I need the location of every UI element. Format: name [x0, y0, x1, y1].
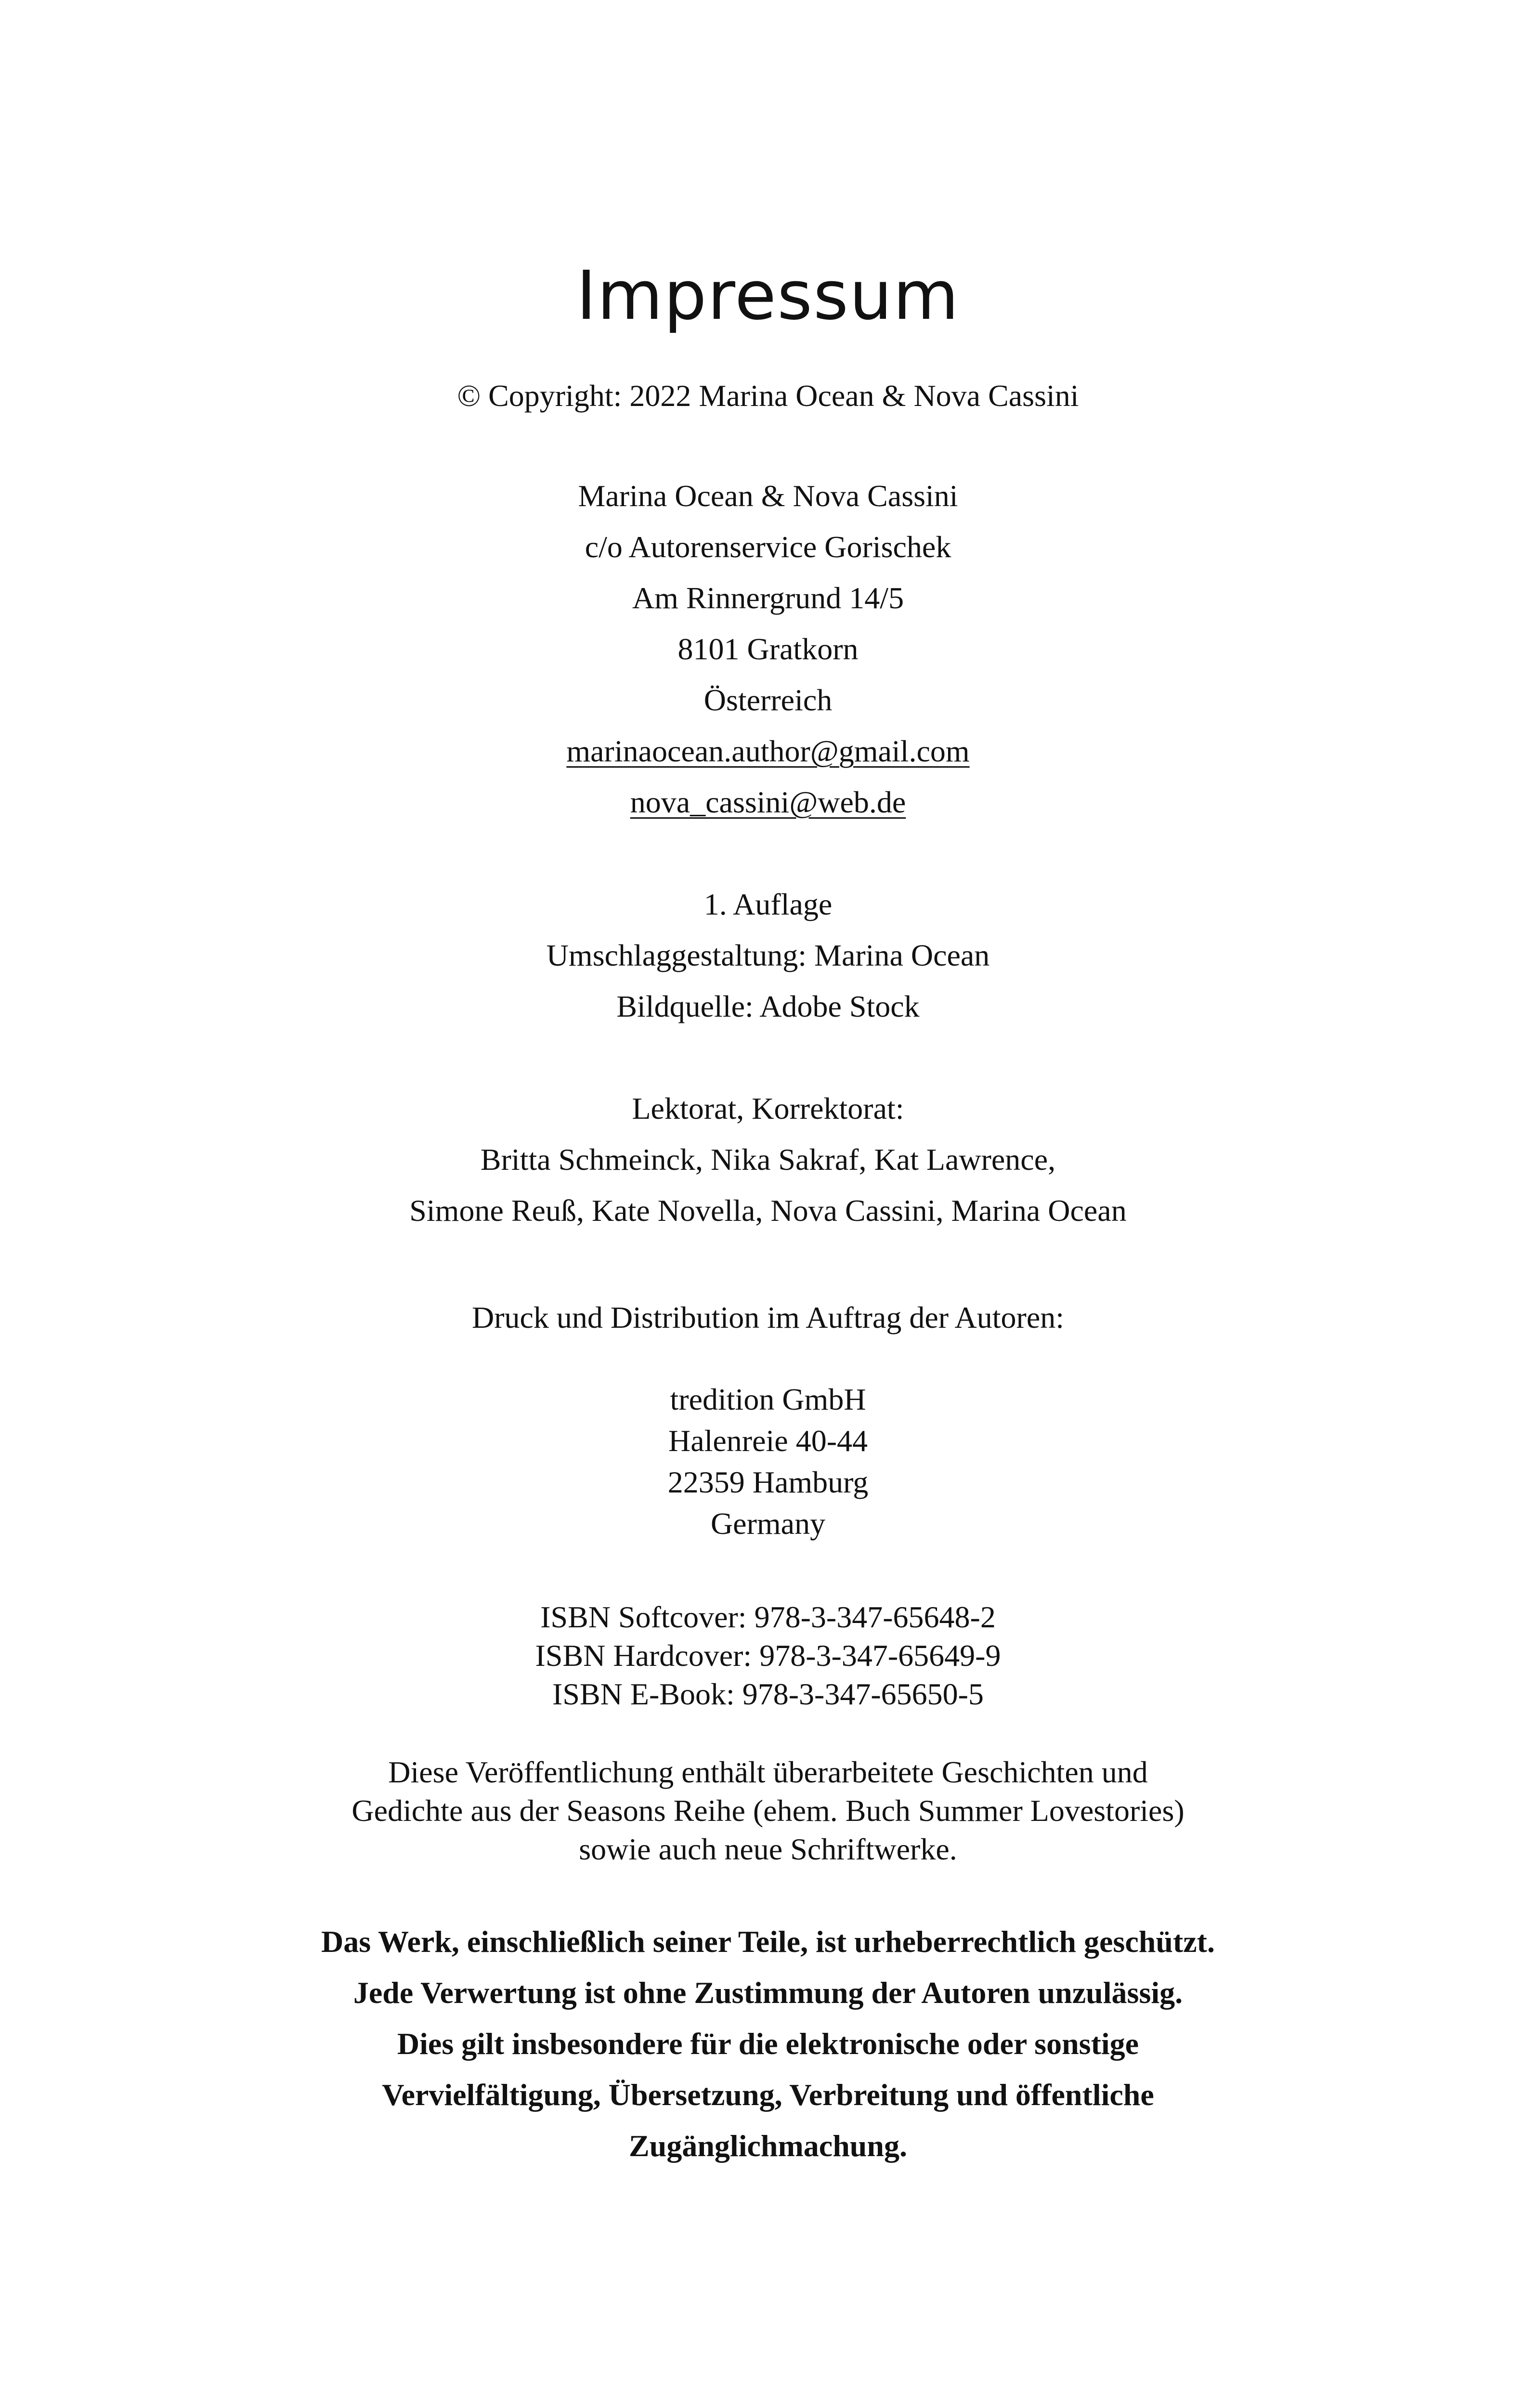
copyright-line: © Copyright: 2022 Marina Ocean & Nova Cassini: [457, 379, 1079, 413]
publication-note-line-1: Diese Veröffentlichung enthält überarbeitete Geschichten und: [388, 1755, 1148, 1789]
distribution-country: Germany: [710, 1506, 826, 1541]
edition-auflage: 1. Auflage: [703, 887, 833, 921]
address-street: Am Rinnergrund 14/5: [632, 581, 904, 615]
publication-note-line-2: Gedichte aus der Seasons Reihe (ehem. Buch Summer Lovestories): [351, 1793, 1185, 1828]
email-text-marina[interactable]: marinaocean.author@gmail.com: [566, 734, 970, 768]
distribution-company: tredition GmbH: [670, 1382, 866, 1416]
email-text-nova[interactable]: nova_cassini@web.de: [630, 785, 906, 819]
edition-image-source: Bildquelle: Adobe Stock: [616, 989, 920, 1023]
legal-notice-line-5: Zugänglichmachung.: [629, 2129, 907, 2163]
address-name: Marina Ocean & Nova Cassini: [578, 479, 958, 513]
email-link-nova[interactable]: [0, 783, 1536, 822]
distribution-heading: Druck und Distribution im Auftrag der Autoren:: [471, 1300, 1065, 1335]
legal-notice-line-4: Vervielfältigung, Übersetzung, Verbreitung und öffentliche: [382, 2078, 1154, 2112]
isbn-softcover: ISBN Softcover: 978-3-347-65648-2: [540, 1600, 996, 1634]
page-title: Impressum: [576, 257, 960, 335]
legal-notice-line-3: Dies gilt insbesondere für die elektronische oder sonstige: [397, 2027, 1139, 2061]
address-country: Österreich: [703, 683, 833, 717]
distribution-street: Halenreie 40-44: [668, 1424, 868, 1458]
editing-heading: Lektorat, Korrektorat:: [632, 1091, 904, 1125]
isbn-ebook: ISBN E-Book: 978-3-347-65650-5: [552, 1677, 984, 1711]
editing-names-line-2: Simone Reuß, Kate Novella, Nova Cassini, Marina Ocean: [409, 1193, 1127, 1228]
edition-cover: Umschlaggestaltung: Marina Ocean: [546, 938, 990, 972]
address-co: c/o Autorenservice Gorischek: [585, 530, 951, 564]
publication-note-line-3: sowie auch neue Schriftwerke.: [579, 1832, 957, 1866]
legal-notice-line-2: Jede Verwertung ist ohne Zustimmung der Autoren unzulässig.: [353, 1976, 1183, 2010]
isbn-hardcover: ISBN Hardcover: 978-3-347-65649-9: [535, 1638, 1001, 1673]
email-link-marina[interactable]: [0, 732, 1536, 771]
distribution-city: 22359 Hamburg: [667, 1465, 869, 1499]
legal-notice-line-1: Das Werk, einschließlich seiner Teile, ist urheberrechtlich geschützt.: [321, 1924, 1215, 1959]
editing-names-line-1: Britta Schmeinck, Nika Sakraf, Kat Lawrence,: [480, 1142, 1056, 1177]
address-city: 8101 Gratkorn: [677, 632, 859, 666]
